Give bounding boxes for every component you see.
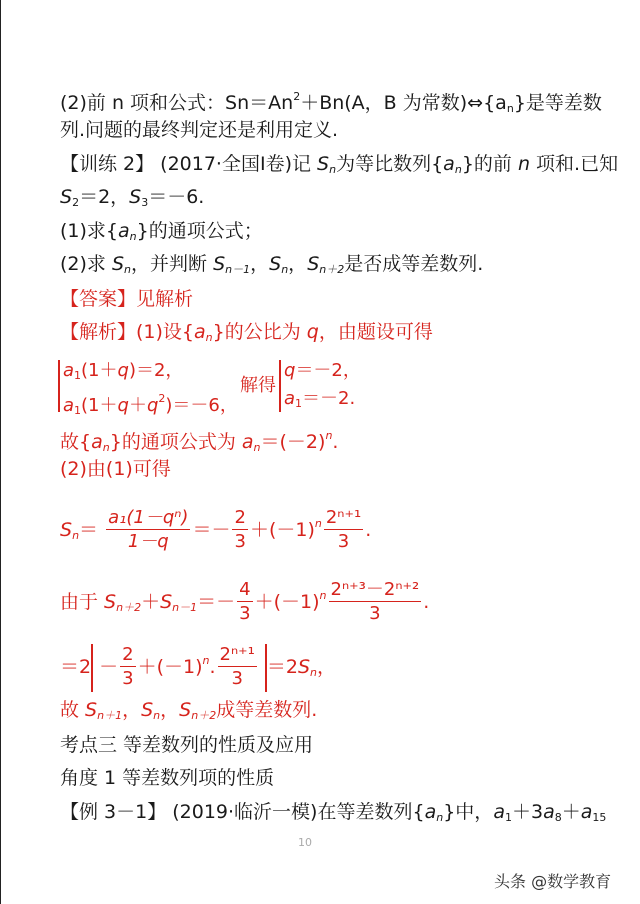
numerator: 2ⁿ⁺¹ (325, 507, 362, 528)
text: . (423, 591, 430, 613)
var: q (146, 395, 159, 416)
sub: n (124, 263, 132, 276)
text: 故 (60, 699, 86, 721)
text: (2)前 n 项和公式：Sn＝An (60, 92, 294, 114)
text: 考点三 等差数列的性质及应用 (60, 734, 314, 756)
text: ＝－2， (295, 360, 361, 381)
text: ， (122, 699, 142, 721)
var: a (63, 360, 75, 381)
var: S (141, 699, 154, 721)
text: 故{ (60, 431, 92, 453)
var: a (284, 388, 296, 409)
var: a (443, 153, 455, 175)
var: n (517, 153, 530, 175)
text: 由于 (60, 591, 105, 613)
numerator: 2ⁿ⁺³－2ⁿ⁺² (330, 579, 420, 600)
denominator: 3 (234, 531, 246, 552)
denominator: 3 (239, 603, 251, 624)
var: a (118, 220, 130, 242)
left-border (0, 0, 1, 904)
sub: n－1 (225, 263, 251, 276)
text: )＝2， (128, 360, 184, 381)
text: }中， (443, 801, 494, 823)
sub: n＋2 (116, 601, 142, 614)
sup: 2 (158, 392, 166, 405)
analysis-line (60, 319, 433, 351)
numerator: 4 (239, 579, 251, 600)
equals-line (60, 636, 336, 698)
text: (2)求 (60, 253, 112, 275)
sub: n (205, 331, 213, 344)
sub: 1 (74, 404, 82, 417)
watermark: 头条 @数学教育 (494, 872, 612, 891)
page-number: 10 (298, 836, 312, 849)
solution-2 (284, 386, 355, 417)
var: a (493, 801, 505, 823)
var: S (179, 699, 192, 721)
text: 解得 (240, 375, 276, 396)
text: . (365, 519, 372, 541)
text: (1＋ (81, 395, 118, 416)
var: q (117, 395, 129, 416)
right-bracket (259, 644, 267, 692)
solution-brace (279, 360, 281, 412)
text: ＝－ (197, 591, 236, 613)
text: (1)求{ (60, 220, 119, 242)
var: S (111, 253, 125, 275)
sub: n (310, 666, 317, 679)
text: － (99, 656, 119, 678)
denominator: 3 (369, 603, 381, 624)
text: ＋3 (511, 801, 544, 823)
system-brace (58, 360, 60, 412)
sub: n＋2 (319, 263, 345, 276)
var: S (269, 253, 282, 275)
subsection-heading-1 (60, 765, 274, 791)
text: }的通项公式为 (109, 431, 242, 453)
var: a (543, 801, 555, 823)
text: ＋ (141, 591, 161, 613)
text-line-training-2 (60, 151, 618, 183)
example-3-1-line (60, 799, 606, 831)
numerator: a₁(1－qⁿ) (108, 507, 189, 528)
text: ＝2 (266, 656, 298, 678)
sup: n (314, 517, 322, 530)
sup: n (202, 654, 210, 667)
fraction (120, 644, 135, 691)
text: 【例 3－1】 (2019·临沂一模)在等差数列{ (60, 801, 425, 823)
text: }的通项公式； (136, 220, 263, 242)
var: a (91, 431, 103, 453)
left-bracket (91, 644, 99, 692)
text: }的前 (461, 153, 518, 175)
fraction (106, 507, 190, 554)
sub: 1 (504, 811, 512, 824)
text: ＝2 (60, 656, 92, 678)
text: }是等差数 (513, 92, 602, 114)
text: 角度 1 等差数列项的性质 (60, 767, 275, 789)
text: ＋ (128, 395, 147, 416)
part-2-line (60, 456, 171, 482)
sub: n (153, 709, 161, 722)
var: S (60, 519, 73, 541)
text-line-question-1 (60, 218, 263, 250)
sub: 1 (74, 369, 82, 382)
sup: n (319, 589, 327, 602)
sub: 15 (592, 811, 607, 824)
fraction (218, 644, 257, 691)
text: (1＋ (81, 360, 118, 381)
fraction (232, 507, 247, 554)
var: S (160, 591, 173, 613)
numerator: 2 (122, 644, 134, 665)
solution-1 (284, 358, 361, 384)
system-eq-2 (63, 386, 238, 424)
text: ，由题设可得 (318, 321, 433, 343)
text: 是否成等差数列. (344, 253, 484, 275)
sub: n (102, 441, 110, 454)
var: a (63, 395, 75, 416)
sub: n＋1 (97, 709, 123, 722)
text: 列.问题的最终判定还是利用定义. (60, 119, 339, 141)
var: S (213, 253, 226, 275)
text: ，并判断 (131, 253, 214, 275)
text: . (209, 656, 216, 678)
text: ， (288, 253, 308, 275)
text: 成等差数列. (216, 699, 318, 721)
text: 【答案】见解析 (60, 288, 194, 310)
numerator: 2 (234, 507, 246, 528)
var: S (104, 591, 117, 613)
sub: n (329, 163, 337, 176)
denominator: 1－q (127, 531, 169, 552)
var: S (307, 253, 320, 275)
sub: n (72, 529, 80, 542)
sub: 1 (295, 397, 303, 410)
text: ， (317, 656, 337, 678)
var: a (580, 801, 593, 823)
solve-label (240, 373, 276, 399)
text: 项和.已知 (530, 153, 619, 175)
sub: 2 (72, 196, 80, 209)
var: S (60, 186, 73, 208)
sup: n (325, 429, 333, 442)
sub: n (436, 811, 444, 824)
text-line-definition (60, 117, 338, 143)
sub: 3 (141, 196, 149, 209)
sub: 8 (554, 811, 562, 824)
text: ＋Bn(A，B 为常数)⇔{a (300, 92, 507, 114)
section-heading-3 (60, 732, 313, 758)
sup: 2 (293, 90, 301, 103)
text-line-question-2 (60, 251, 483, 283)
var: S (317, 153, 330, 175)
var: S (85, 699, 98, 721)
var: q (306, 321, 319, 343)
text: ＝(－2) (260, 431, 326, 453)
fraction (329, 579, 422, 626)
denominator: 3 (337, 531, 350, 552)
conclusion-line (60, 697, 317, 729)
text: . (332, 431, 339, 453)
var: S (297, 656, 311, 678)
fraction (237, 579, 252, 626)
answer-line (60, 286, 193, 312)
fraction (324, 507, 363, 554)
since-line (60, 572, 429, 632)
var: S (129, 186, 142, 208)
text-line-given (60, 184, 204, 216)
text: ＋ (561, 801, 581, 823)
text: ＝－2. (302, 388, 356, 409)
sub: n (253, 441, 261, 454)
sub: n＋2 (191, 709, 217, 722)
sub: n (281, 263, 289, 276)
text: ＋(－1) (254, 591, 320, 613)
sub: n (129, 230, 137, 243)
sub: n (506, 102, 514, 115)
denominator: 3 (231, 668, 243, 689)
text: 【解析】(1)设{ (60, 321, 195, 343)
text: (2)由(1)可得 (60, 458, 171, 480)
text: )＝－6， (165, 395, 238, 416)
sub: n－1 (172, 601, 198, 614)
system-eq-1 (63, 358, 183, 389)
text: 【训练 2】 (2017·全国Ⅰ卷)记 (60, 153, 318, 175)
text: ＋(－1) (137, 656, 203, 678)
denominator: 3 (122, 668, 134, 689)
var: a (424, 801, 437, 823)
text: ＋(－1) (249, 519, 315, 541)
sn-formula (60, 500, 371, 560)
text: ＝2， (79, 186, 130, 208)
var: a (194, 321, 206, 343)
var: q (284, 360, 296, 381)
text: ， (160, 699, 180, 721)
var: a (241, 431, 254, 453)
text: }的公比为 (212, 321, 307, 343)
text: ＝－6. (148, 186, 205, 208)
numerator: 2ⁿ⁺¹ (219, 644, 255, 665)
text: 为等比数列{ (336, 153, 444, 175)
text: ＝ (79, 519, 99, 541)
text: ， (250, 253, 270, 275)
sub: n (454, 163, 462, 176)
text: ＝－ (192, 519, 231, 541)
var: q (117, 360, 129, 381)
